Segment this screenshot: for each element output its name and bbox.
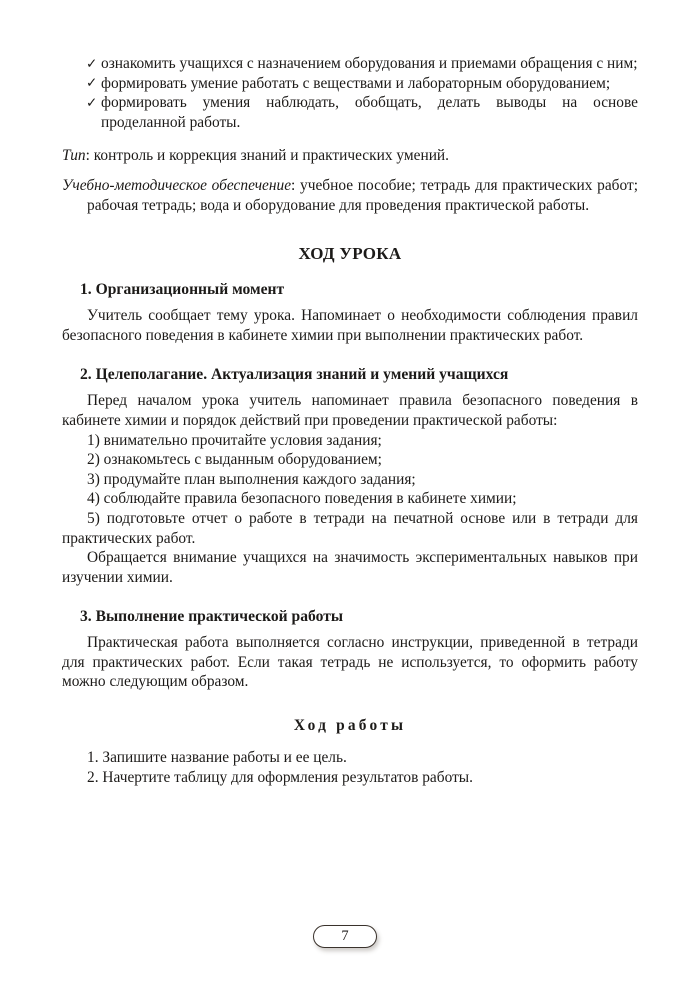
section-heading-1: 1. Организационный момент xyxy=(80,281,285,299)
procedure-heading: Ход работы xyxy=(293,717,407,735)
page-content xyxy=(62,54,638,787)
rule-item: 1) внимательно прочитайте условия задания; xyxy=(87,431,382,449)
section-3-paragraph: Практическая работа выполняется согласно инструкции, приведенной в тетради для практических работ. Если такая тетрадь не используется, то оформить работу можно следующим образом. xyxy=(62,634,638,691)
list-item-text: ознакомить учащихся с назначением оборудования и приемами обращения с ним; xyxy=(101,55,638,72)
resources-separator: : xyxy=(291,176,301,194)
resources-label: Учебно-методическое обеспечение xyxy=(62,176,292,194)
lesson-type-text: контроль и коррекция знаний и практических умений. xyxy=(93,147,450,165)
resources-text: учебное пособие; тетрадь для практических работ; рабочая тетрадь; вода и оборудование для проведения практической работы. xyxy=(87,176,638,214)
rule-item: 3) продумайте план выполнения каждого задания; xyxy=(87,470,416,488)
section-2-closing: Обращается внимание учащихся на значимость экспериментальных навыков при изучении химии. xyxy=(62,549,638,586)
resources-paragraph xyxy=(62,176,638,215)
list-item-text: формировать умение работать с веществами и лабораторным оборудованием; xyxy=(101,74,611,92)
procedure-step: 1. Запишите название работы и ее цель. xyxy=(87,749,347,767)
section-2-intro: Перед началом урока учитель напоминает правила безопасного поведения в кабинете химии и порядок действий при проведении практической работы: xyxy=(62,392,638,429)
page-number-badge xyxy=(313,925,377,948)
objectives-list xyxy=(62,54,638,132)
rule-item: 2) ознакомьтесь с выданным оборудованием; xyxy=(87,451,382,469)
checkmark-icon: ✓ xyxy=(86,75,98,92)
section-1-paragraph: Учитель сообщает тему урока. Напоминает о необходимости соблюдения правил безопасного поведения в кабинете химии при выполнении практических работ. xyxy=(62,307,638,344)
rule-item: 5) подготовьте отчет о работе в тетради на печатной основе или в тетради для практических работ. xyxy=(62,509,638,547)
checkmark-icon: ✓ xyxy=(86,55,98,72)
lesson-type-paragraph xyxy=(62,146,638,166)
list-item xyxy=(62,93,638,132)
lesson-type-separator: : xyxy=(85,147,94,165)
list-item-text: формировать умения наблюдать, обобщать, делать выводы на основе проделанной работы. xyxy=(101,94,638,131)
checkmark-icon: ✓ xyxy=(86,94,98,111)
section-heading-3: 3. Выполнение практической работы xyxy=(80,608,344,626)
lesson-type-label: Тип xyxy=(62,147,86,165)
list-item xyxy=(62,74,638,94)
rule-item: 4) соблюдайте правила безопасного поведения в кабинете химии; xyxy=(87,490,517,508)
list-item xyxy=(62,54,638,74)
page-title: ХОД УРОКА xyxy=(298,244,402,264)
procedure-step: 2. Начертите таблицу для оформления результатов работы. xyxy=(87,768,473,786)
page-number-value: 7 xyxy=(341,928,349,945)
section-heading-2: 2. Целеполагание. Актуализация знаний и умений учащихся xyxy=(80,366,509,384)
